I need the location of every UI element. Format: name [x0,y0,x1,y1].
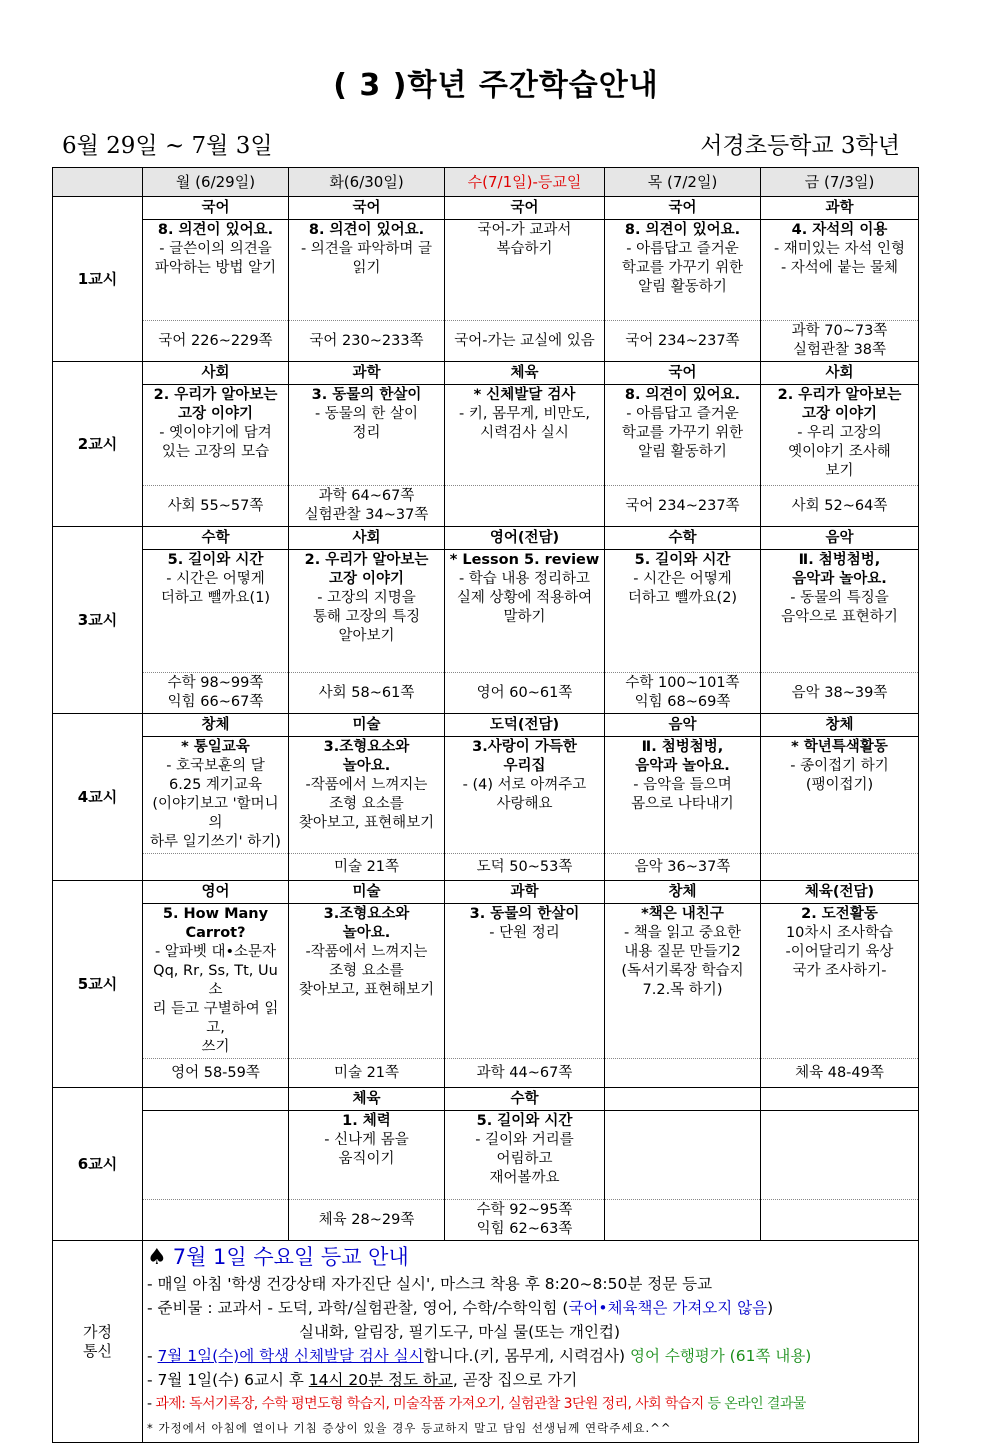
textbook-pages [445,673,605,714]
lesson-line: 학교를 가꾸기 위한 [621,260,744,276]
subject-cell: 창체 [605,881,761,904]
period-label: 4교시 [53,714,143,881]
lesson-line: - (4) 서로 아껴주고 [462,777,587,793]
subject-cell: 과학 [761,197,919,220]
content-row [53,737,919,854]
lesson-line: 조형 요소를 [329,796,404,812]
lesson-line: 더하고 뺄까요(2) [627,590,738,606]
subject-cell: 과학 [445,881,605,904]
subject-cell: 사회 [761,362,919,385]
lesson-line: 재어볼까요 [489,1170,560,1186]
lesson-content [289,385,445,486]
notice-text: 7월 1일(수)에 학생 신체발달 검사 실시 [157,1347,424,1365]
lesson-line: - 음악을 들으며 [633,777,732,793]
lesson-content [289,550,445,673]
lesson-line: - 동물의 특징을 [790,590,889,606]
lesson-content [143,1111,289,1200]
subject-row [53,197,919,220]
lesson-line: - 고장의 지명을 [317,590,416,606]
lesson-line: 정리 [352,425,381,441]
subject-cell [605,1088,761,1111]
page-line: 실험관찰 38쪽 [792,342,887,358]
lesson-content [143,904,289,1059]
lesson-line: 움직이기 [338,1151,395,1167]
notice-text: 국어•체육책은 가져오지 않음 [568,1299,768,1317]
lesson-line: 사랑해요 [496,796,553,812]
textbook-pages [445,486,605,527]
lesson-line: - 길이와 거리를 [475,1132,574,1148]
lesson-content [605,385,761,486]
corner-cell [53,168,143,197]
lesson-line: - 의견을 파악하며 글 [300,241,433,257]
lesson-line: 내용 질문 만들기2 [624,944,741,960]
lesson-line: 보기 [825,463,854,479]
lesson-line: - 우리 고장의 [797,425,882,441]
lesson-line: 시력검사 실시 [480,425,569,441]
notice-line: - 매일 아침 '학생 건강상태 자가진단 실시', 마스크 착용 후 8:20~8:50분 정문 등교 [147,1275,713,1293]
lesson-line: - 옛이야기에 담겨 [159,425,272,441]
lesson-line: - 학습 내용 정리하고 [458,571,591,587]
subject-cell: 음악 [761,527,919,550]
lesson-line: - 키, 몸무게, 비만도, [459,406,590,422]
lesson-line: 우리집 [503,758,546,774]
lesson-content [605,904,761,1059]
lesson-line: 통해 고장의 특징 [312,609,421,625]
subject-cell: 국어 [605,197,761,220]
notice-text: - 7월 1일(수) 6교시 후 [147,1371,309,1389]
subject-cell: 국어 [445,197,605,220]
page-line: 익힘 62~63쪽 [476,1221,573,1237]
notice-text: 과제: 독서기록장, 수학 평면도형 학습지, 미술작품 가져오기, 실험관찰 3단원 정리, 사회 학습지 [155,1396,704,1412]
subject-cell: 체육 [289,1088,445,1111]
subject-cell: 국어 [605,362,761,385]
lesson-content [143,737,289,854]
lesson-line: 복습하기 [496,241,553,257]
subject-cell: 창체 [761,714,919,737]
lesson-line: Ⅱ. 첨벙첨벙, [641,739,724,755]
page-row [53,673,919,714]
lesson-line: * Lesson 5. review [449,552,600,568]
period-label: 6교시 [53,1088,143,1241]
textbook-pages [761,321,919,362]
textbook-pages [143,854,289,881]
subject-cell: 체육(전담) [761,881,919,904]
textbook-pages [445,1200,605,1241]
day-header: 목 (7/2일) [605,168,761,197]
subject-row [53,1088,919,1111]
lesson-line: 고장 이야기 [177,406,254,422]
lesson-line: 고장 이야기 [328,571,405,587]
lesson-line: 8. 의견이 있어요. [157,222,274,238]
page-row [53,1200,919,1241]
lesson-line: 7.2.목 하기) [642,982,723,998]
lesson-line: 3. 동물의 한살이 [469,906,580,922]
notice-text: , 곧장 집으로 가기 [452,1371,578,1389]
subject-cell [761,1088,919,1111]
textbook-pages [445,854,605,881]
subject-cell [143,1088,289,1111]
spade-icon: ♠ [147,1245,167,1270]
lesson-line: 4. 자석의 이용 [791,222,888,238]
subject-cell: 사회 [143,362,289,385]
lesson-content [761,385,919,486]
lesson-line: - 신나게 몸을 [324,1132,409,1148]
day-header-school-day: 수(7/1일)-등교일 [445,168,605,197]
textbook-pages [605,673,761,714]
page-row [53,854,919,881]
subject-cell: 국어 [143,197,289,220]
lesson-line: Ⅱ. 첨벙첨벙, [798,552,881,568]
lesson-line: 8. 의견이 있어요. [624,387,741,403]
lesson-line: -이어달리기 육상 [785,944,894,960]
lesson-line: 몸으로 나타내기 [631,796,734,812]
subject-cell: 과학 [289,362,445,385]
lesson-line: * 학년특색활동 [791,739,888,755]
lesson-content [143,385,289,486]
content-row [53,385,919,486]
content-row [53,904,919,1059]
page-line: 과학 64~67쪽 [318,488,415,504]
day-header: 금 (7/3일) [761,168,919,197]
page-line: 수학 92~95쪽 [476,1202,573,1218]
textbook-pages [143,673,289,714]
lesson-content [605,550,761,673]
date-range: 6월 29일 ~ 7월 3일 [62,133,273,159]
page-line: 국어-가는 교실에 있음 [454,332,595,349]
lesson-line: 2. 우리가 알아보는 [153,387,278,403]
lesson-line: 국어-가 교과서 [477,222,572,238]
lesson-content [761,550,919,673]
textbook-pages [289,486,445,527]
page-row [53,321,919,362]
subject-row [53,881,919,904]
lesson-line: 1. 체력 [342,1113,391,1129]
notice-label [53,1241,143,1443]
lesson-line: - 자석에 붙는 물체 [780,260,899,276]
notice-text: ) [767,1299,774,1317]
day-header-row [53,168,919,197]
lesson-line: - 재미있는 자석 인형 [773,241,906,257]
period-label: 3교시 [53,527,143,714]
notice-text: 등 온라인 결과물 [703,1396,806,1412]
content-row [53,1111,919,1200]
lesson-line: 3.사랑이 가득한 [472,739,577,755]
lesson-line: 더하고 뺄까요(1) [160,590,271,606]
page-line: 음악 38~39쪽 [791,684,888,701]
lesson-content [445,904,605,1059]
lesson-line: 2. 도전활동 [801,906,878,922]
lesson-line: 음악으로 표현하기 [781,609,898,625]
lesson-line: 쓰기 [201,1039,230,1055]
page-line: 수학 98~99쪽 [167,675,264,691]
lesson-line: 알림 활동하기 [638,444,727,460]
textbook-pages [143,1200,289,1241]
textbook-pages [605,854,761,881]
lesson-line: 실제 상황에 적용하여 [456,590,593,606]
lesson-line: 2. 우리가 알아보는 [304,552,429,568]
content-row [53,220,919,321]
lesson-line: - 단원 정리 [489,925,560,941]
lesson-line: 리 듣고 구별하여 읽고, [152,1001,279,1036]
lesson-line: (이야기보고 '할머니의 [152,796,279,831]
textbook-pages [445,321,605,362]
page-line: 도덕 50~53쪽 [476,858,573,875]
lesson-line: - 시간은 어떻게 [633,571,732,587]
lesson-line: - 알파벳 대•소문자 [154,944,277,960]
page-line: 사회 55~57쪽 [167,497,264,514]
lesson-line: 놀아요. [342,758,391,774]
page-line: 미술 21쪽 [333,1064,400,1081]
lesson-line: - 아름답고 즐거운 [626,241,739,257]
lesson-line: - 아름답고 즐거운 [626,406,739,422]
lesson-content [445,737,605,854]
lesson-line: 음악과 놀아요. [792,571,887,587]
notice-text: 영어 수행평가 (61쪽 내용) [629,1347,812,1365]
textbook-pages [605,486,761,527]
lesson-line: - 동물의 한 살이 [314,406,419,422]
lesson-line: -작품에서 느껴지는 [305,944,428,960]
notice-text: 14시 20분 정도 하교 [308,1371,453,1389]
lesson-line: 고장 이야기 [801,406,878,422]
page-line: 영어 60~61쪽 [476,684,573,701]
subject-cell: 수학 [605,527,761,550]
subject-cell: 국어 [289,197,445,220]
lesson-line: 놀아요. [342,925,391,941]
textbook-pages [289,1059,445,1088]
subject-cell: 영어(전담) [445,527,605,550]
lesson-line: Qq, Rr, Ss, Tt, Uu 소 [153,963,278,998]
lesson-line: *책은 내친구 [641,906,724,922]
textbook-pages [445,1059,605,1088]
notice-content [143,1241,919,1443]
notice-text: 합니다.(키, 몸무게, 시력검사) [423,1347,630,1365]
lesson-content [445,1111,605,1200]
page-line: 미술 21쪽 [333,858,400,875]
lesson-content [289,904,445,1059]
lesson-line: 3. 동물의 한살이 [311,387,422,403]
lesson-line: - 종이접기 하기 [790,758,889,774]
lesson-content [605,737,761,854]
textbook-pages [761,854,919,881]
lesson-line: 알아보기 [338,628,395,644]
textbook-pages [761,486,919,527]
subject-cell: 영어 [143,881,289,904]
subject-cell: 수학 [445,1088,605,1111]
subject-cell: 수학 [143,527,289,550]
page-line: 음악 36~37쪽 [634,858,731,875]
lesson-line: 8. 의견이 있어요. [624,222,741,238]
subject-cell: 창체 [143,714,289,737]
lesson-content [445,550,605,673]
textbook-pages [605,1059,761,1088]
textbook-pages [289,321,445,362]
lesson-line: (팽이접기) [805,777,874,793]
page-line: 영어 58-59쪽 [171,1064,260,1081]
page-line: 국어 230~233쪽 [309,332,424,349]
lesson-line: 옛이야기 조사해 [788,444,891,460]
notice-label-line: 가정 [83,1322,112,1341]
subject-cell: 사회 [289,527,445,550]
lesson-content [605,220,761,321]
lesson-content [761,904,919,1059]
lesson-content [289,737,445,854]
subject-cell: 미술 [289,714,445,737]
lesson-content [289,1111,445,1200]
lesson-line: 5. 길이와 시간 [476,1113,573,1129]
lesson-line: 찾아보고, 표현해보기 [298,815,435,831]
notice-line: * 가정에서 아침에 열이나 기침 증상이 있을 경우 등교하지 말고 담임 선생님께 연락주세요.^^ [147,1421,672,1435]
textbook-pages [605,321,761,362]
page-line: 체육 28~29쪽 [318,1211,415,1228]
subject-cell: 미술 [289,881,445,904]
lesson-line: 음악과 놀아요. [635,758,730,774]
lesson-line: 5. 길이와 시간 [634,552,731,568]
lesson-content [761,737,919,854]
subject-row [53,714,919,737]
lesson-content [761,1111,919,1200]
lesson-line: 읽기 [352,260,381,276]
page-line: 국어 234~237쪽 [625,497,740,514]
lesson-line: -작품에서 느껴지는 [305,777,428,793]
page-line: 수학 100~101쪽 [625,675,740,691]
page-line: 체육 48-49쪽 [795,1064,884,1081]
page-line: 사회 58~61쪽 [318,684,415,701]
notice-row [53,1241,919,1443]
lesson-line: - 호국보훈의 달 [166,758,265,774]
lesson-line: 조형 요소를 [329,963,404,979]
lesson-content [445,220,605,321]
textbook-pages [605,1200,761,1241]
textbook-pages [761,1059,919,1088]
lesson-line: * 신체발달 검사 [473,387,576,403]
lesson-line: 국가 조사하기- [792,963,887,979]
notice-text: - [147,1396,156,1412]
lesson-line: 파악하는 방법 알기 [154,260,277,276]
subject-cell: 체육 [445,362,605,385]
lesson-line: 알림 활동하기 [638,279,727,295]
lesson-line: 10차시 조사학습 [785,925,894,941]
lesson-content [289,220,445,321]
lesson-line: - 글쓴이의 의견을 [159,241,272,257]
notice-text: - 준비물 : 교과서 - 도덕, 과학/실험관찰, 영어, 수학/수학익힘 ( [147,1299,569,1317]
page-line: 과학 44~67쪽 [476,1064,573,1081]
page-line: 익힘 66~67쪽 [167,694,264,710]
textbook-pages [289,673,445,714]
schedule-table [52,167,919,1443]
day-header: 월 (6/29일) [143,168,289,197]
lesson-line: 8. 의견이 있어요. [308,222,425,238]
page-title: ( 3 )학년 주간학습안내 [333,68,659,103]
textbook-pages [289,1200,445,1241]
lesson-line: (독서기록장 학습지 [621,963,744,979]
lesson-line: 3.조형요소와 [323,739,410,755]
lesson-line: 하루 일기쓰기' 하기) [150,834,281,850]
lesson-line: 5. How Many Carrot? [162,906,269,941]
page-row [53,486,919,527]
textbook-pages [143,321,289,362]
lesson-line: 있는 고장의 모습 [161,444,270,460]
textbook-pages [289,854,445,881]
subject-cell: 음악 [605,714,761,737]
subject-row [53,527,919,550]
lesson-content [445,385,605,486]
lesson-line: 학교를 가꾸기 위한 [621,425,744,441]
period-label: 2교시 [53,362,143,527]
lesson-line: 2. 우리가 알아보는 [777,387,902,403]
lesson-line: 찾아보고, 표현해보기 [298,982,435,998]
notice-heading [147,1243,914,1272]
lesson-content [605,1111,761,1200]
page-line: 익힘 68~69쪽 [634,694,731,710]
page-line: 국어 234~237쪽 [625,332,740,349]
page-line: 사회 52~64쪽 [791,497,888,514]
notice-line: 실내화, 알림장, 필기도구, 마실 물(또는 개인컵) [299,1323,621,1341]
lesson-line: 6.25 계기교육 [169,777,262,793]
period-label: 5교시 [53,881,143,1088]
textbook-pages [143,1059,289,1088]
page-line: 과학 70~73쪽 [791,323,888,339]
period-label: 1교시 [53,197,143,362]
notice-text: - [147,1347,158,1365]
page-line: 실험관찰 34~37쪽 [304,507,429,523]
textbook-pages [761,1200,919,1241]
lesson-content [761,220,919,321]
notice-label-line: 통신 [83,1341,112,1360]
lesson-content [143,220,289,321]
subject-cell: 도덕(전담) [445,714,605,737]
day-header: 화(6/30일) [289,168,445,197]
school-name: 서경초등학교 3학년 [700,133,900,159]
lesson-line: * 통일교육 [181,739,250,755]
lesson-line: 5. 길이와 시간 [167,552,264,568]
lesson-content [143,550,289,673]
lesson-line: 3.조형요소와 [323,906,410,922]
content-row [53,550,919,673]
lesson-line: 어림하고 [496,1151,553,1167]
subject-row [53,362,919,385]
lesson-line: - 시간은 어떻게 [166,571,265,587]
notice-line [147,1296,914,1320]
lesson-line: 말하기 [503,609,546,625]
notice-heading-text: 7월 1일 수요일 등교 안내 [172,1245,409,1269]
notice-line [147,1368,914,1392]
page-line: 국어 226~229쪽 [158,332,273,349]
textbook-pages [143,486,289,527]
page-row [53,1059,919,1088]
notice-line [147,1344,914,1368]
lesson-line: - 책을 읽고 중요한 [623,925,742,941]
textbook-pages [761,673,919,714]
notice-line [147,1392,914,1416]
